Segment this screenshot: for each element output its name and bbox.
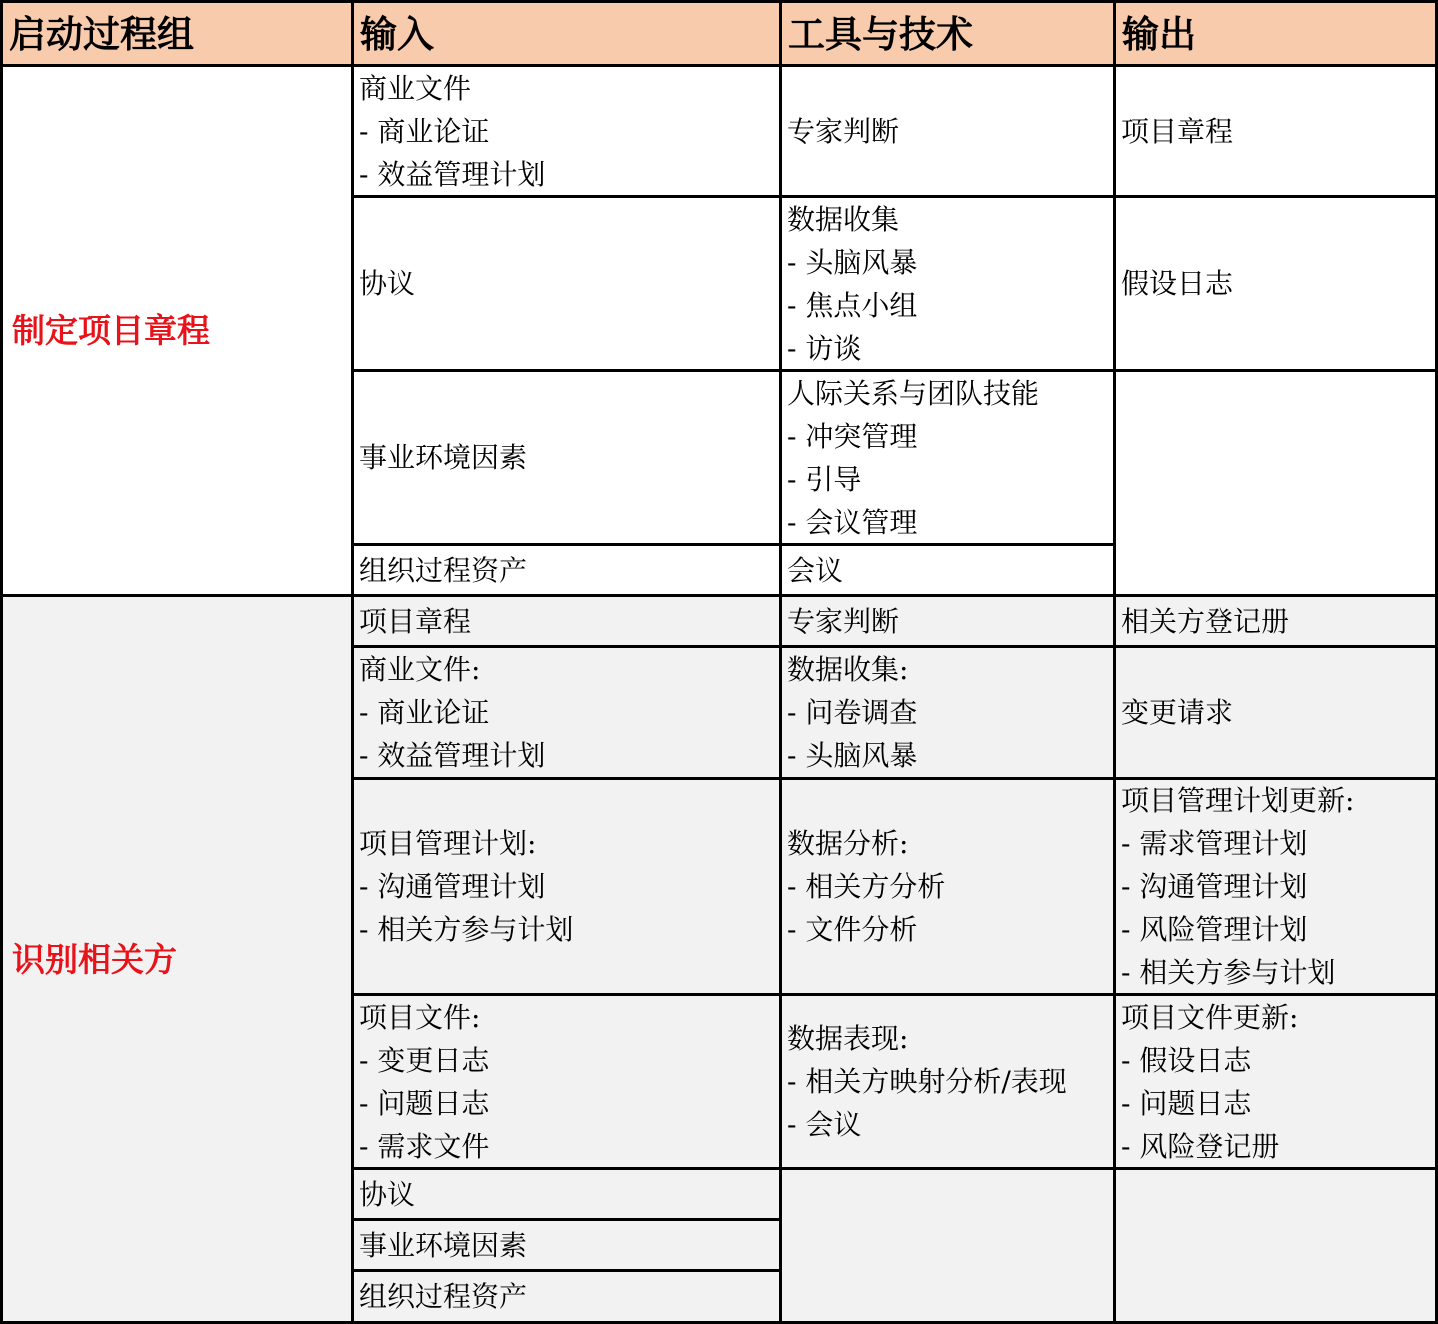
- output-cell: [1116, 198, 1438, 372]
- cell-line: 商业文件:: [359, 653, 481, 686]
- cell-line: - 问题日志: [359, 1086, 490, 1120]
- cell-line: - 相关方分析: [787, 870, 946, 903]
- cell-line: 数据收集: [787, 202, 900, 236]
- cell-line: 项目章程: [1121, 114, 1234, 148]
- cell-line: 变更请求: [1121, 696, 1234, 729]
- input-cell: [354, 546, 782, 597]
- input-cell: [354, 67, 782, 198]
- tool-cell: [782, 67, 1116, 198]
- cell-line: - 相关方参与计划: [1121, 956, 1336, 989]
- output-cell: [1116, 67, 1438, 198]
- cell-line: 会议: [787, 553, 844, 587]
- cell-line: - 文件分析: [787, 913, 918, 946]
- cell-line: 数据表现:: [787, 1022, 909, 1055]
- cell-line: 专家判断: [787, 114, 900, 148]
- cell-line: - 相关方参与计划: [359, 913, 574, 946]
- cell-line: - 问卷调查: [787, 696, 918, 729]
- header-outputs: 输出: [1116, 0, 1438, 67]
- cell-line: - 沟通管理计划: [359, 870, 546, 903]
- process-name-identify-stakeholders: 识别相关方: [0, 597, 354, 1324]
- cell-line: 项目文件:: [359, 1000, 481, 1034]
- input-cell: [354, 372, 782, 546]
- input-cell: [354, 1170, 782, 1221]
- cell-line: - 风险管理计划: [1121, 913, 1308, 946]
- tool-cell: [782, 198, 1116, 372]
- cell-line: - 会议: [787, 1108, 862, 1141]
- cell-line: - 效益管理计划: [359, 739, 546, 772]
- output-cell-empty: [1116, 1170, 1438, 1324]
- cell-line: - 沟通管理计划: [1121, 870, 1308, 903]
- header-tools: 工具与技术: [782, 0, 1116, 67]
- cell-line: 项目管理计划更新:: [1121, 784, 1355, 817]
- cell-line: 相关方登记册: [1121, 604, 1290, 638]
- input-cell: [354, 1272, 782, 1324]
- cell-line: 项目管理计划:: [359, 827, 537, 860]
- input-cell: [354, 1221, 782, 1272]
- tool-cell: [782, 372, 1116, 546]
- output-cell: [1116, 780, 1438, 996]
- cell-line: - 假设日志: [1121, 1043, 1252, 1077]
- tool-cell: [782, 648, 1116, 780]
- cell-line: 项目文件更新:: [1121, 1000, 1299, 1034]
- input-cell: [354, 648, 782, 780]
- input-cell: [354, 198, 782, 372]
- cell-line: - 商业论证: [359, 696, 490, 729]
- header-process-group: 启动过程组: [0, 0, 354, 67]
- process-name-develop-charter: 制定项目章程: [0, 67, 354, 597]
- tool-cell: [782, 780, 1116, 996]
- cell-line: - 变更日志: [359, 1043, 490, 1077]
- cell-line: - 问题日志: [1121, 1086, 1252, 1120]
- cell-line: 协议: [359, 267, 416, 300]
- output-cell-empty: [1116, 372, 1438, 597]
- cell-line: - 风险登记册: [1121, 1129, 1280, 1163]
- tool-cell: [782, 597, 1116, 648]
- cell-line: 事业环境因素: [359, 441, 528, 474]
- cell-line: - 焦点小组: [787, 288, 918, 322]
- cell-line: 人际关系与团队技能: [787, 376, 1040, 410]
- cell-line: 项目章程: [359, 604, 472, 638]
- input-cell: [354, 996, 782, 1170]
- output-cell: [1116, 648, 1438, 780]
- tool-cell: [782, 546, 1116, 597]
- output-cell: [1116, 597, 1438, 648]
- input-cell: [354, 780, 782, 996]
- cell-line: - 会议管理: [787, 505, 918, 539]
- cell-line: - 需求文件: [359, 1129, 490, 1163]
- cell-line: 假设日志: [1121, 267, 1234, 300]
- cell-line: 商业文件: [359, 71, 472, 105]
- cell-line: - 相关方映射分析/表现: [787, 1065, 1067, 1098]
- cell-line: 组织过程资产: [359, 553, 528, 587]
- cell-line: - 头脑风暴: [787, 245, 918, 279]
- cell-line: 数据收集:: [787, 653, 909, 686]
- tool-cell: [782, 996, 1116, 1170]
- header-inputs: 输入: [354, 0, 782, 67]
- cell-line: 协议: [359, 1177, 416, 1211]
- cell-line: - 需求管理计划: [1121, 827, 1308, 860]
- tool-cell-empty: [782, 1170, 1116, 1324]
- output-cell: [1116, 996, 1438, 1170]
- cell-line: - 访谈: [787, 331, 862, 365]
- cell-line: 数据分析:: [787, 827, 909, 860]
- cell-line: - 引导: [787, 462, 862, 496]
- cell-line: 组织过程资产: [359, 1280, 528, 1313]
- cell-line: - 效益管理计划: [359, 157, 546, 191]
- cell-line: - 商业论证: [359, 114, 490, 148]
- cell-line: 专家判断: [787, 604, 900, 638]
- cell-line: - 冲突管理: [787, 419, 918, 453]
- cell-line: 事业环境因素: [359, 1228, 528, 1262]
- cell-line: - 头脑风暴: [787, 739, 918, 772]
- input-cell: [354, 597, 782, 648]
